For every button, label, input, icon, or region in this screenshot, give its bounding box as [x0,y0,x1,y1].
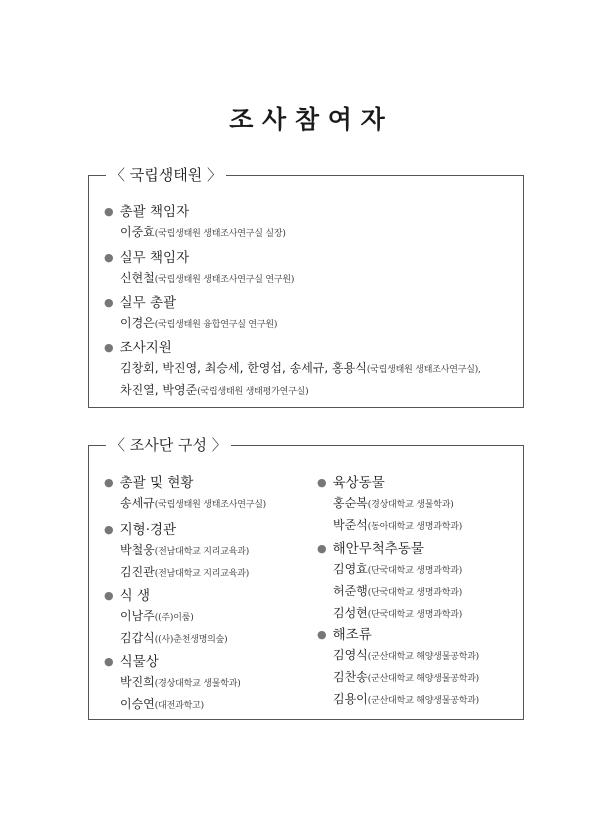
member-line [104,268,294,290]
member-line [317,689,479,711]
member-name: 박철웅 [120,543,155,557]
member-name: 홍순복 [333,496,368,510]
member-line [104,540,249,562]
section [317,626,479,711]
team-box-heading: 〈 조사단 구성 〉 [106,435,231,455]
section-title: 지형·경관 [119,522,177,538]
bullet-icon: ● [104,655,114,668]
member-name: 김영식 [333,648,368,662]
member-name: 김용이 [333,692,368,706]
member-name: 김영효 [333,562,368,576]
member-line [317,559,462,581]
bullet-icon: ● [317,542,327,555]
member-affiliation: (국립생태원 생태조사연구실), [366,365,481,375]
bullet-icon: ● [104,341,114,354]
member-line [104,358,481,380]
member-affiliation: (국립생태원 융합연구실 연구원) [154,320,278,330]
section-heading [104,339,481,358]
bullet-icon: ● [317,628,327,641]
section [104,653,241,716]
member-name: 박진희 [120,675,155,689]
member-affiliation: (전남대학교 지리교육과) [154,547,250,557]
section-title: 총괄 책임자 [119,204,190,220]
nie-box [88,166,524,408]
section [104,474,266,515]
section-heading [104,249,294,268]
section-title: 식물상 [119,654,159,670]
section-title: 해조류 [332,627,372,643]
member-name: 이승연 [120,697,155,711]
section [104,587,228,650]
bullet-icon: ● [104,523,114,536]
member-line [317,515,462,537]
section-title: 조사지원 [119,340,172,356]
section-heading [317,540,462,559]
member-name: 신현철 [120,271,155,285]
team-box [88,436,524,720]
member-affiliation: (단국대학교 생명과학과) [367,566,463,576]
page-title: 조 사 참 여 자 [229,105,385,134]
section-heading [104,203,286,222]
member-affiliation: (군산대학교 해양생물공학과) [367,652,479,662]
member-line [104,628,228,650]
section [104,521,249,584]
bullet-icon: ● [104,589,114,602]
member-line [104,380,481,402]
member-line [317,603,462,625]
section-title: 육상동물 [332,475,385,491]
section-heading [104,521,249,540]
member-affiliation: (국립생태원 생태평가연구실) [197,387,309,397]
section [104,339,481,402]
member-line [317,581,462,603]
section-title: 식 생 [119,588,150,604]
member-line [104,606,228,628]
member-affiliation: (대전과학고) [154,701,204,711]
member-name: 차진열, 박영준 [120,383,198,397]
section [104,203,286,244]
section-title: 해안무척추동물 [332,541,424,557]
section [104,249,294,290]
section [317,540,462,625]
member-affiliation: (국립생태원 생태조사연구실 실장) [154,229,286,239]
member-line [104,313,277,335]
bullet-icon: ● [104,296,114,309]
member-affiliation: (국립생태원 생태조사연구실 연구원) [154,275,295,285]
section-heading [317,474,462,493]
member-line [104,694,241,716]
member-affiliation: (국립생태원 생태조사연구실) [154,500,266,510]
bullet-icon: ● [104,251,114,264]
section [317,474,462,537]
bullet-icon: ● [104,205,114,218]
member-affiliation: ((주)이룸) [154,613,194,623]
member-line [317,645,479,667]
member-name: 송세규 [120,496,155,510]
section-heading [104,294,277,313]
member-affiliation: (경상대학교 생물학과) [154,679,241,689]
member-line [104,493,266,515]
member-affiliation: (전남대학교 지리교육과) [154,569,250,579]
section-heading [104,653,241,672]
member-affiliation: ((사)춘천생명의숲) [154,635,228,645]
member-line [104,222,286,244]
section-heading [317,626,479,645]
nie-box-heading: 〈 국립생태원 〉 [106,165,226,185]
member-line [317,667,479,689]
member-affiliation: (동아대학교 생명과학과) [367,522,463,532]
bullet-icon: ● [317,476,327,489]
member-affiliation: (단국대학교 생명과학과) [367,588,463,598]
section-heading [104,474,266,493]
member-name: 김찬송 [333,670,368,684]
member-affiliation: (군산대학교 해양생물공학과) [367,696,479,706]
member-name: 허준행 [333,584,368,598]
section [104,294,277,335]
section-title: 실무 책임자 [119,250,190,266]
member-line [104,562,249,584]
member-affiliation: (단국대학교 생명과학과) [367,610,463,620]
member-name: 김성현 [333,606,368,620]
member-name: 김진관 [120,565,155,579]
member-name: 박준석 [333,518,368,532]
member-name: 이남주 [120,609,155,623]
member-name: 김창회, 박진영, 최승세, 한영섭, 송세규, 홍용식 [120,361,367,375]
member-line [104,672,241,694]
section-title: 총괄 및 현황 [119,475,194,491]
member-name: 김갑식 [120,631,155,645]
section-heading [104,587,228,606]
member-line [317,493,462,515]
member-name: 이경은 [120,316,155,330]
bullet-icon: ● [104,476,114,489]
member-affiliation: (경상대학교 생물학과) [367,500,454,510]
member-affiliation: (군산대학교 해양생물공학과) [367,674,479,684]
section-title: 실무 총괄 [119,295,177,311]
member-name: 이중효 [120,225,155,239]
